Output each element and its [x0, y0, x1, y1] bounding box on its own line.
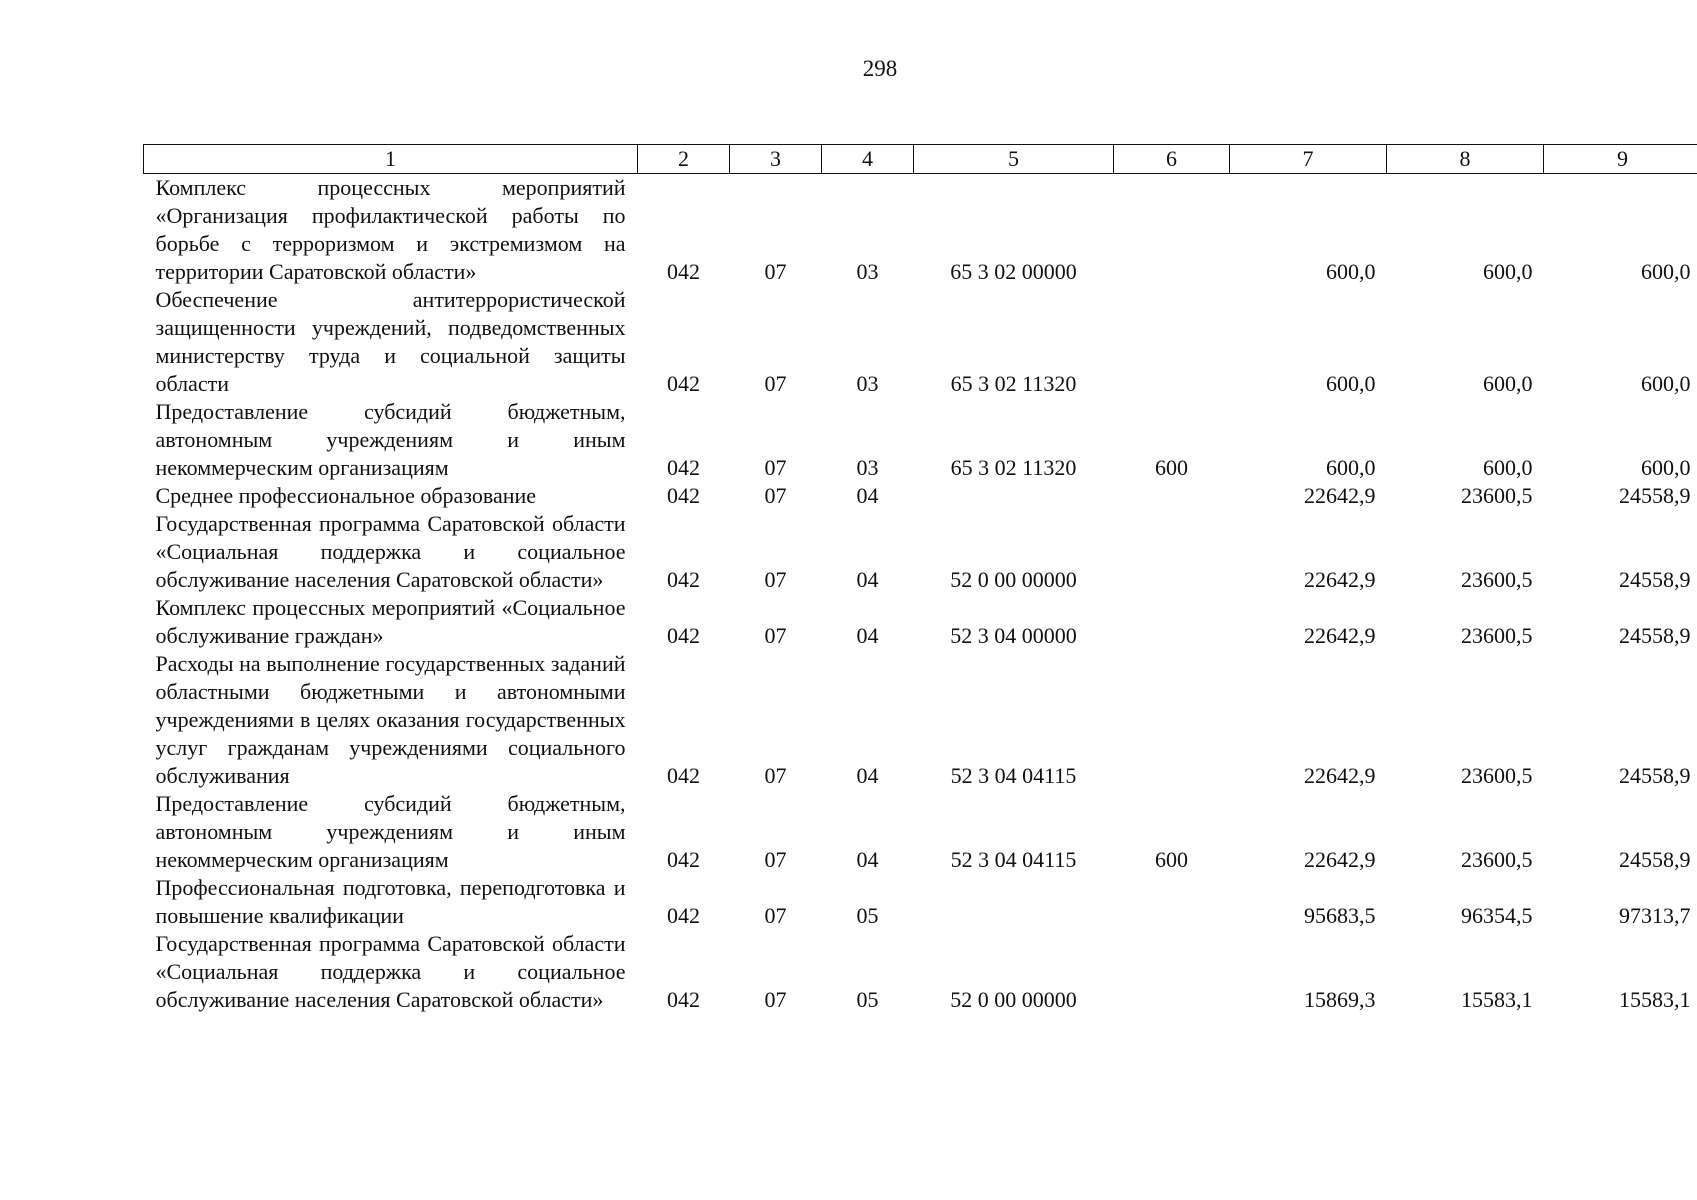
code-expense-type	[1114, 174, 1230, 287]
amount-year1: 22642,9	[1304, 483, 1376, 508]
code-subsection: 04	[856, 763, 879, 788]
code-target	[914, 874, 1114, 930]
code-target: 65 3 02 11320	[950, 371, 1077, 396]
table-row	[144, 790, 1697, 874]
col-header: 4	[822, 145, 914, 174]
amount-year2: 15583,1	[1461, 987, 1533, 1012]
amount-year3: 24558,9	[1619, 763, 1691, 788]
col-header: 8	[1387, 145, 1544, 174]
code-target: 65 3 02 00000	[950, 259, 1077, 284]
code-target: 52 3 04 00000	[950, 623, 1077, 648]
row-name: Комплекс процессных мероприятий «Организация профилактической работы по борьбе с терроризмом и экстремизмом на территории Саратовской области»	[155, 175, 626, 284]
row-name: Предоставление субсидий бюджетным, автономным учреждениям и иным некоммерческим организациям	[155, 791, 626, 872]
amount-year3: 97313,7	[1619, 903, 1691, 928]
amount-year2: 23600,5	[1461, 763, 1533, 788]
code-admin: 042	[667, 455, 700, 480]
row-name: Расходы на выполнение государственных заданий областными бюджетными и автономными учреждениями в целях оказания государственных услуг гражданам учреждениями социального обслуживания	[155, 651, 626, 788]
amount-year2: 23600,5	[1461, 567, 1533, 592]
col-header: 9	[1544, 145, 1697, 174]
table-row	[144, 930, 1697, 1014]
amount-year3: 24558,9	[1619, 483, 1691, 508]
amount-year3: 15583,1	[1619, 987, 1691, 1012]
amount-year1: 22642,9	[1304, 763, 1376, 788]
amount-year1: 600,0	[1326, 455, 1376, 480]
code-target: 52 0 00 00000	[950, 987, 1077, 1012]
code-section: 07	[764, 371, 787, 396]
row-name: Государственная программа Саратовской области «Социальная поддержка и социальное обслуживание населения Саратовской области»	[155, 931, 626, 1012]
table-row	[144, 286, 1697, 398]
amount-year2: 23600,5	[1461, 483, 1533, 508]
col-header: 3	[730, 145, 822, 174]
table-row	[144, 594, 1697, 650]
page-number: 298	[862, 56, 898, 81]
code-admin: 042	[667, 987, 700, 1012]
table-row	[144, 650, 1697, 790]
code-admin: 042	[667, 903, 700, 928]
code-section: 07	[764, 763, 787, 788]
code-target: 52 0 00 00000	[950, 567, 1077, 592]
table-row	[144, 874, 1697, 930]
table-row	[144, 510, 1697, 594]
code-subsection: 03	[856, 455, 879, 480]
code-section: 07	[764, 987, 787, 1012]
row-name: Государственная программа Саратовской области «Социальная поддержка и социальное обслуживание населения Саратовской области»	[155, 511, 626, 592]
code-section: 07	[764, 455, 787, 480]
col-header: 2	[638, 145, 730, 174]
code-expense-type	[1114, 510, 1230, 594]
amount-year3: 24558,9	[1619, 623, 1691, 648]
row-name: Среднее профессиональное образование	[155, 483, 537, 508]
table-row	[144, 482, 1697, 510]
row-name: Комплекс процессных мероприятий «Социальное обслуживание граждан»	[155, 595, 626, 648]
code-section: 07	[764, 259, 787, 284]
amount-year2: 23600,5	[1461, 847, 1533, 872]
code-admin: 042	[667, 847, 700, 872]
amount-year1: 15869,3	[1304, 987, 1376, 1012]
amount-year1: 95683,5	[1304, 903, 1376, 928]
amount-year3: 24558,9	[1619, 847, 1691, 872]
code-expense-type	[1114, 930, 1230, 1014]
amount-year2: 600,0	[1483, 455, 1533, 480]
amount-year1: 600,0	[1326, 371, 1376, 396]
row-name: Профессиональная подготовка, переподготовка и повышение квалификации	[155, 875, 626, 928]
code-subsection: 04	[856, 483, 879, 508]
code-admin: 042	[667, 259, 700, 284]
code-subsection: 05	[856, 903, 879, 928]
code-admin: 042	[667, 371, 700, 396]
code-expense-type	[1114, 874, 1230, 930]
amount-year3: 600,0	[1641, 259, 1691, 284]
code-expense-type: 600	[1155, 847, 1188, 872]
amount-year3: 600,0	[1641, 455, 1691, 480]
amount-year3: 600,0	[1641, 371, 1691, 396]
code-target: 65 3 02 11320	[950, 455, 1077, 480]
header-row	[144, 145, 1697, 174]
budget-table	[143, 144, 1697, 1014]
code-expense-type	[1114, 286, 1230, 398]
amount-year2: 600,0	[1483, 259, 1533, 284]
code-target: 52 3 04 04115	[950, 847, 1077, 872]
amount-year1: 22642,9	[1304, 847, 1376, 872]
code-section: 07	[764, 483, 787, 508]
code-section: 07	[764, 903, 787, 928]
code-admin: 042	[667, 623, 700, 648]
code-subsection: 05	[856, 987, 879, 1012]
code-target	[914, 482, 1114, 510]
col-header: 6	[1114, 145, 1230, 174]
code-admin: 042	[667, 483, 700, 508]
amount-year2: 600,0	[1483, 371, 1533, 396]
amount-year1: 22642,9	[1304, 623, 1376, 648]
code-expense-type	[1114, 594, 1230, 650]
col-header: 5	[914, 145, 1114, 174]
code-target: 52 3 04 04115	[950, 763, 1077, 788]
code-subsection: 04	[856, 847, 879, 872]
code-admin: 042	[667, 567, 700, 592]
amount-year1: 22642,9	[1304, 567, 1376, 592]
col-header: 7	[1230, 145, 1387, 174]
code-expense-type	[1114, 482, 1230, 510]
code-section: 07	[764, 567, 787, 592]
code-subsection: 04	[856, 567, 879, 592]
amount-year2: 96354,5	[1461, 903, 1533, 928]
code-subsection: 03	[856, 259, 879, 284]
row-name: Предоставление субсидий бюджетным, автономным учреждениям и иным некоммерческим организациям	[155, 399, 626, 480]
code-admin: 042	[667, 763, 700, 788]
amount-year1: 600,0	[1326, 259, 1376, 284]
code-expense-type	[1114, 650, 1230, 790]
amount-year3: 24558,9	[1619, 567, 1691, 592]
amount-year2: 23600,5	[1461, 623, 1533, 648]
table-row	[144, 174, 1697, 287]
code-section: 07	[764, 623, 787, 648]
code-subsection: 03	[856, 371, 879, 396]
code-expense-type: 600	[1155, 455, 1188, 480]
col-header: 1	[144, 145, 638, 174]
code-subsection: 04	[856, 623, 879, 648]
code-section: 07	[764, 847, 787, 872]
table-row	[144, 398, 1697, 482]
row-name: Обеспечение антитеррористической защищенности учреждений, подведомственных министерству труда и социальной защиты области	[155, 287, 626, 396]
